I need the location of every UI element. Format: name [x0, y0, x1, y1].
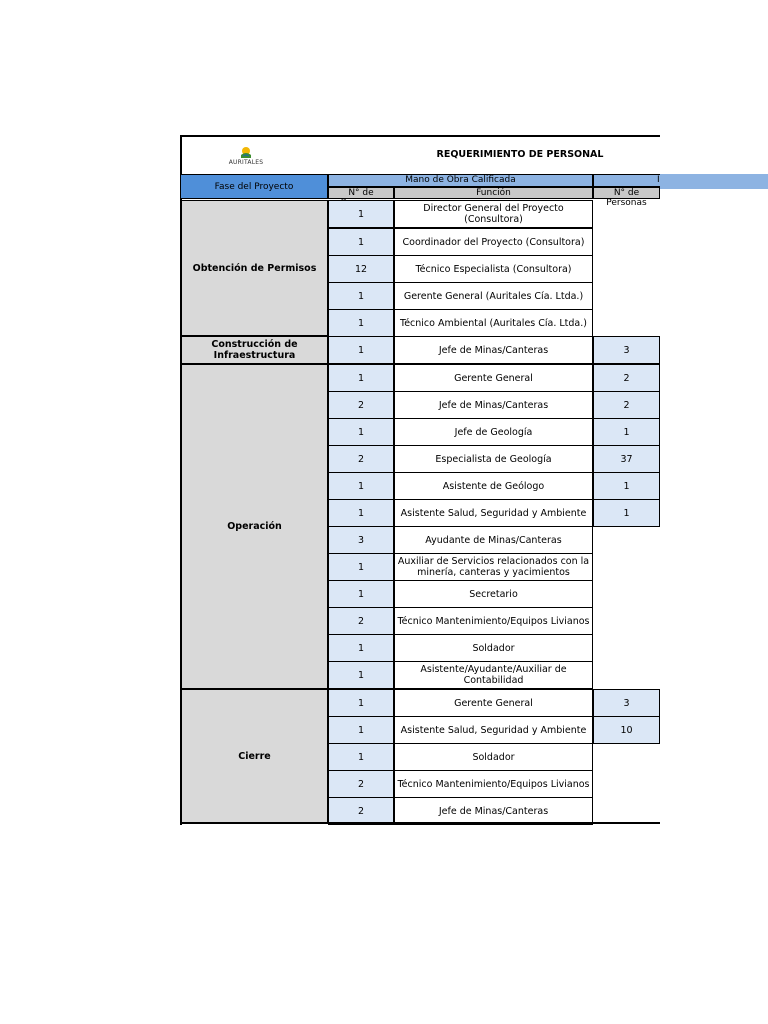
cell-function: Jefe de Minas/Canteras — [394, 336, 593, 364]
cell-person-count: 1 — [328, 228, 394, 256]
cell-function: Jefe de Minas/Canteras — [394, 391, 593, 419]
cell-person-count: 1 — [328, 336, 394, 364]
cell-function: Gerente General (Auritales Cía. Ltda.) — [394, 282, 593, 310]
cell-person-count: 1 — [328, 364, 394, 392]
cell-person-count-second: 2 — [593, 391, 660, 419]
header-overflow-bar — [660, 174, 768, 189]
cell-function: Jefe de Geología — [394, 418, 593, 446]
frame-bottom-border — [180, 822, 660, 824]
phase-obtencion-permisos: Obtención de Permisos — [182, 200, 328, 336]
header-count-second: N° de Personas — [593, 187, 660, 199]
header-function: Función — [394, 187, 593, 199]
cell-person-count: 1 — [328, 553, 394, 581]
cell-person-count: 1 — [328, 580, 394, 608]
cell-person-count: 1 — [328, 472, 394, 500]
cell-function: Técnico Mantenimiento/Equipos Livianos — [394, 607, 593, 635]
header-fase: Fase del Proyecto — [180, 174, 328, 199]
cell-person-count: 1 — [328, 418, 394, 446]
cell-function: Soldador — [394, 634, 593, 662]
cell-function: Ayudante de Minas/Canteras — [394, 526, 593, 554]
cell-function: Soldador — [394, 743, 593, 771]
cell-person-count-second: 10 — [593, 716, 660, 744]
frame-top-border — [180, 135, 660, 137]
cell-function: Asistente de Geólogo — [394, 472, 593, 500]
cell-person-count: 1 — [328, 499, 394, 527]
cell-person-count-second: 3 — [593, 689, 660, 717]
cell-function: Asistente Salud, Seguridad y Ambiente — [394, 716, 593, 744]
cell-function: Auxiliar de Servicios relacionados con la minería, canteras y yacimientos — [394, 553, 593, 581]
cell-person-count: 2 — [328, 607, 394, 635]
cell-function: Director General del Proyecto (Consultora) — [394, 200, 593, 228]
cell-person-count-second: 2 — [593, 364, 660, 392]
cell-person-count: 1 — [328, 716, 394, 744]
personnel-sheet — [180, 135, 660, 825]
logo-text: AURITALES — [228, 159, 264, 166]
cell-function: Coordinador del Proyecto (Consultora) — [394, 228, 593, 256]
header-group-second — [593, 174, 660, 187]
cell-function: Técnico Ambiental (Auritales Cía. Ltda.) — [394, 309, 593, 337]
company-logo — [218, 145, 274, 171]
cell-function: Asistente/Ayudante/Auxiliar de Contabilidad — [394, 661, 593, 689]
cell-person-count-second: 1 — [593, 418, 660, 446]
cell-person-count: 1 — [328, 200, 394, 228]
cell-function: Especialista de Geología — [394, 445, 593, 473]
cell-person-count-second: 1 — [593, 499, 660, 527]
cell-function: Secretario — [394, 580, 593, 608]
phase-construccion: Construcción de Infraestructura — [182, 336, 328, 364]
header-group-second-label: I — [657, 175, 660, 185]
cell-person-count: 1 — [328, 689, 394, 717]
phase-cierre: Cierre — [182, 689, 328, 823]
cell-function: Asistente Salud, Seguridad y Ambiente — [394, 499, 593, 527]
cell-function: Gerente General — [394, 364, 593, 392]
cell-person-count: 1 — [328, 282, 394, 310]
cell-function: Gerente General — [394, 689, 593, 717]
cell-person-count-second: 1 — [593, 472, 660, 500]
phase-operacion: Operación — [182, 364, 328, 689]
header-group-skilled: Mano de Obra Calificada — [328, 174, 593, 187]
cell-person-count: 2 — [328, 797, 394, 825]
cell-function: Jefe de Minas/Canteras — [394, 797, 593, 825]
cell-person-count: 2 — [328, 391, 394, 419]
cell-person-count: 1 — [328, 309, 394, 337]
cell-person-count: 1 — [328, 743, 394, 771]
cell-person-count-second: 3 — [593, 336, 660, 364]
cell-person-count: 1 — [328, 634, 394, 662]
cell-person-count: 2 — [328, 770, 394, 798]
cell-function: Técnico Mantenimiento/Equipos Livianos — [394, 770, 593, 798]
logo-sun-icon — [239, 145, 253, 159]
cell-person-count: 3 — [328, 526, 394, 554]
header-count: N° de — [328, 187, 394, 199]
cell-person-count: 2 — [328, 445, 394, 473]
cell-person-count-second: 37 — [593, 445, 660, 473]
cell-person-count: 12 — [328, 255, 394, 283]
cell-function: Técnico Especialista (Consultora) — [394, 255, 593, 283]
page-title: REQUERIMIENTO DE PERSONAL — [436, 149, 604, 160]
cell-person-count: 1 — [328, 661, 394, 689]
